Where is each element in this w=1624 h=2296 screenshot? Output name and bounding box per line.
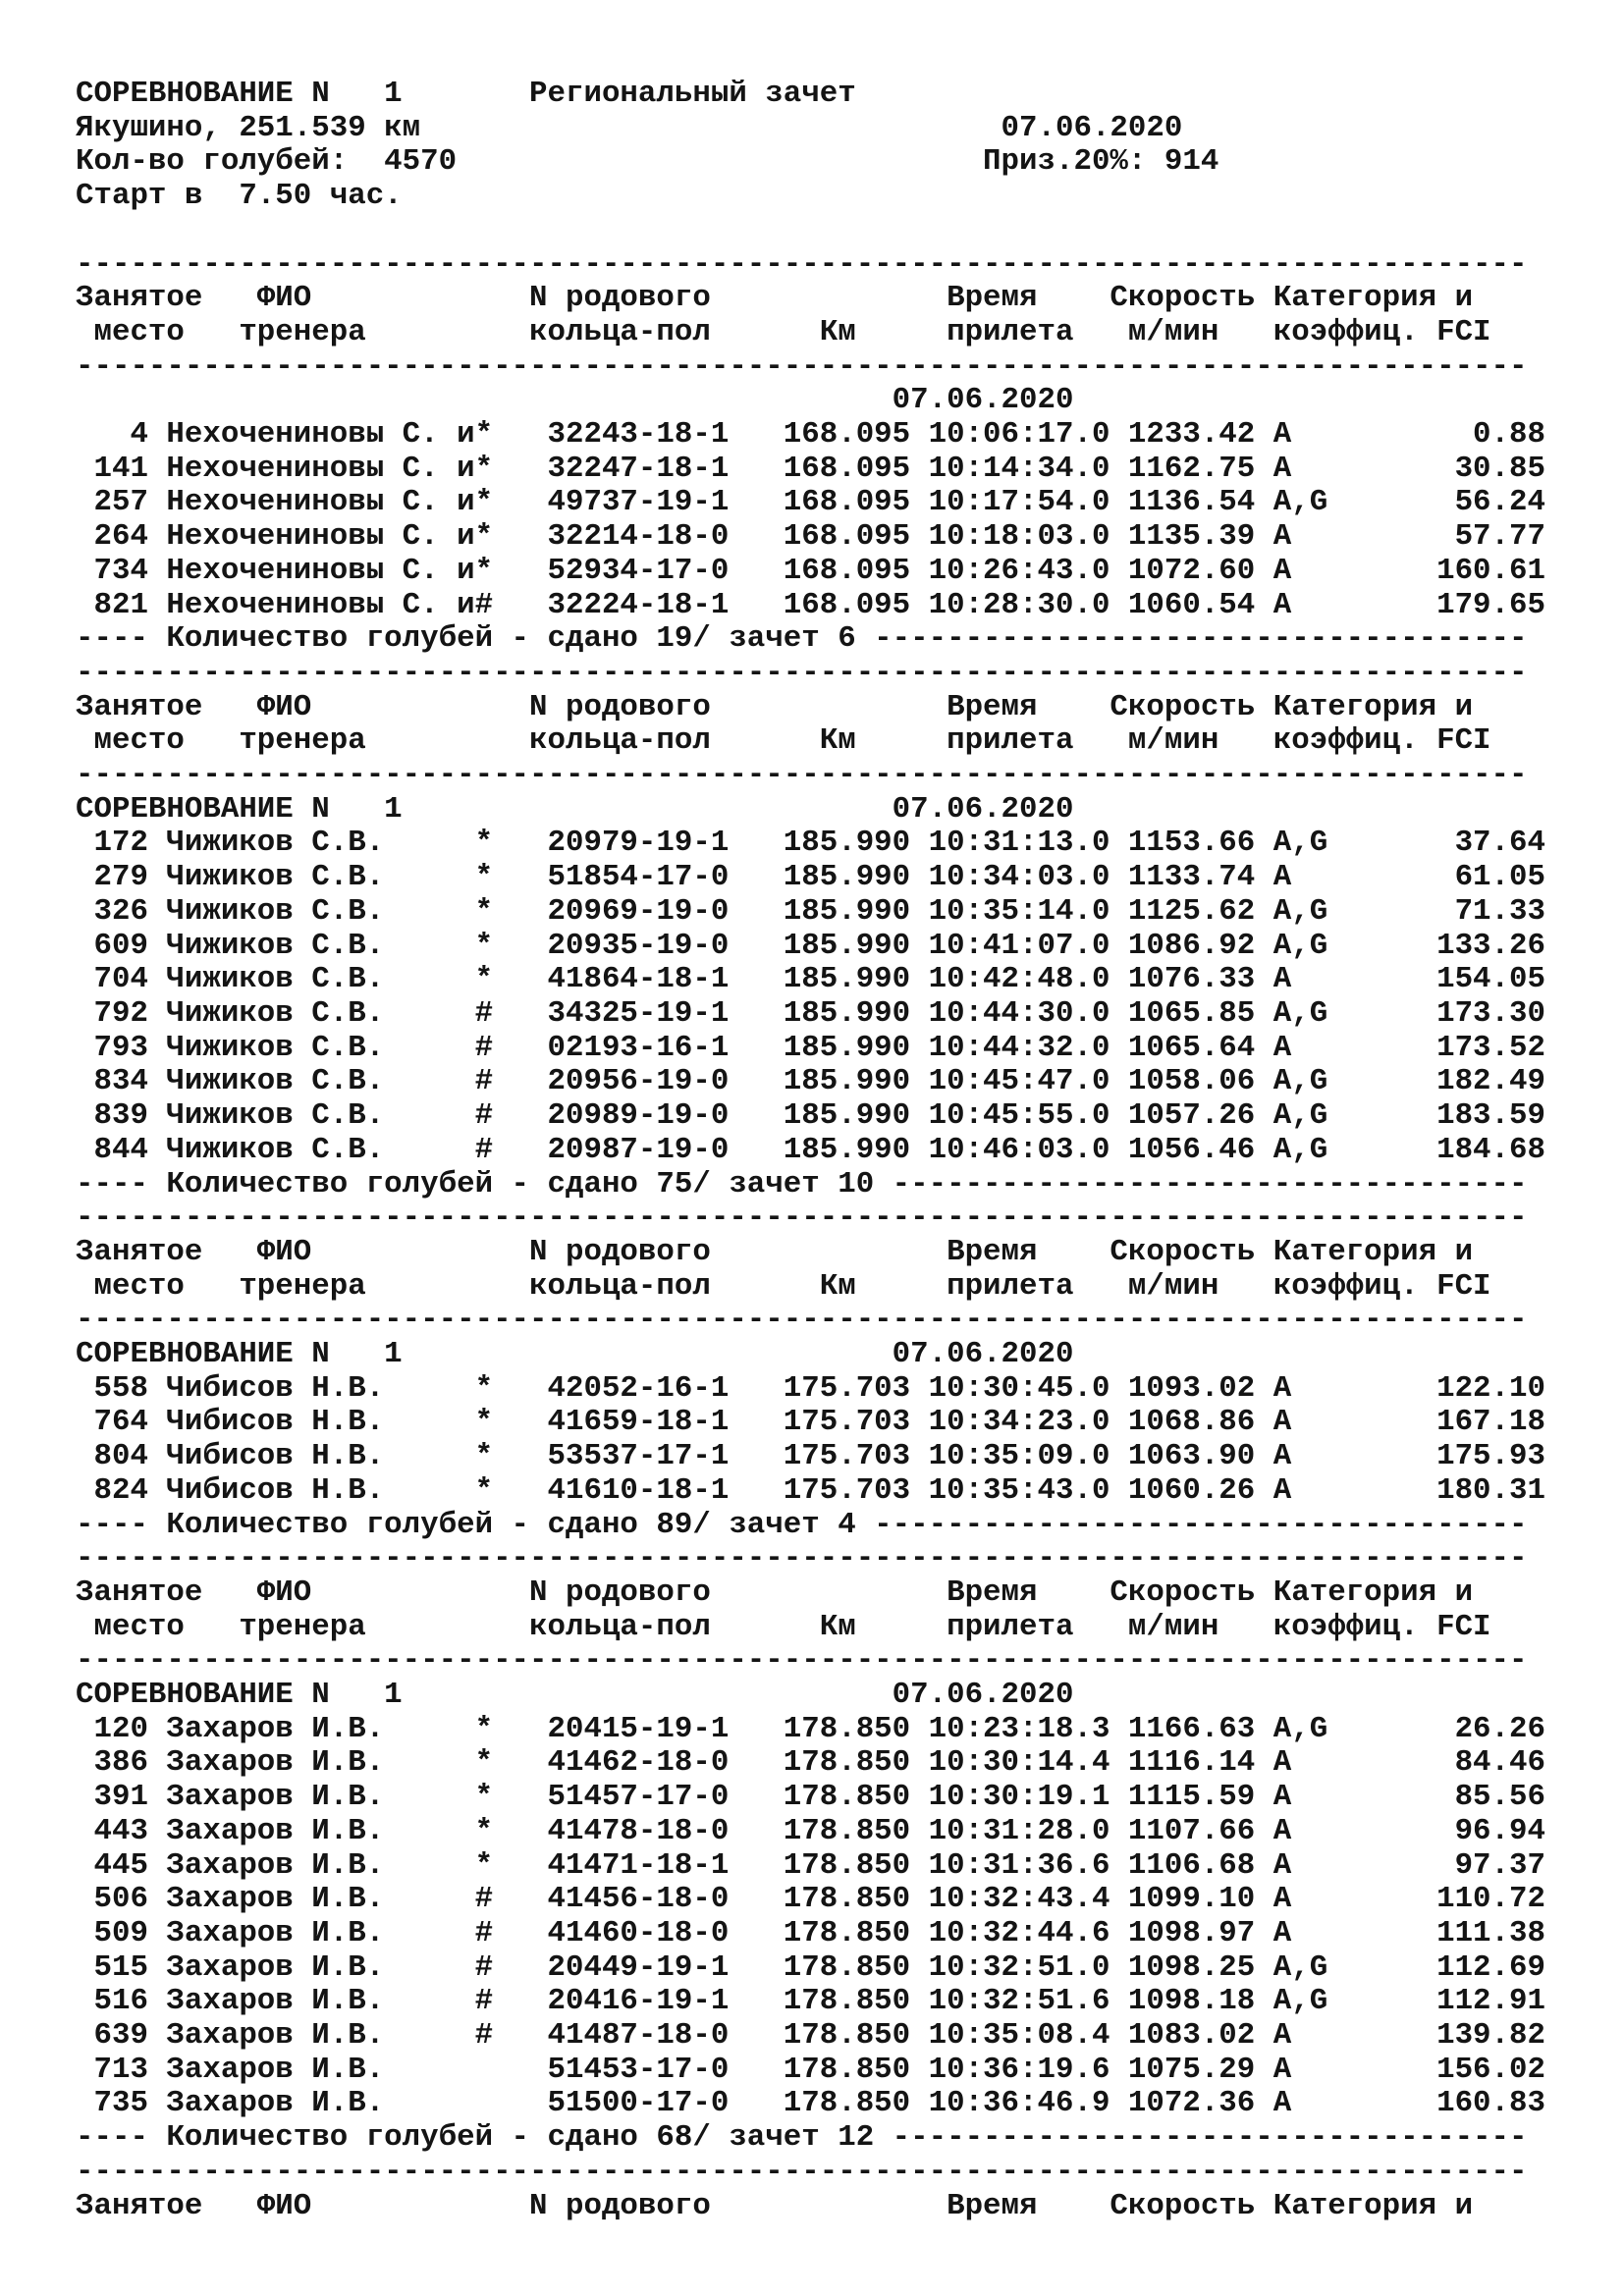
result-row: 704 Чижиков С.В. * 41864-18-1 185.990 10:42:48.0 1076.33 A 154.05 [76,962,1545,997]
result-row: 609 Чижиков С.В. * 20935-19-0 185.990 10:41:07.0 1086.92 A,G 133.26 [76,928,1545,963]
result-row: 279 Чижиков С.В. * 51854-17-0 185.990 10:34:03.0 1133.74 A 61.05 [76,860,1545,895]
separator-line: -------------------------------------------------------------------------------- [76,655,1528,690]
column-header-line: Занятое ФИО N родового Время Скорость Категория и [76,1234,1474,1269]
result-row: 141 Нехоченинoвы С. и* 32247-18-1 168.095 10:14:34.0 1162.75 A 30.85 [76,451,1545,486]
result-row: 821 Нехоченинoвы С. и# 32224-18-1 168.095 10:28:30.0 1060.54 A 179.65 [76,587,1545,622]
result-row: 257 Нехоченинoвы С. и* 49737-19-1 168.095 10:17:54.0 1136.54 A,G 56.24 [76,485,1545,520]
competition-report [76,78,1568,2223]
report-line: 07.06.2020 [76,383,1074,418]
result-row: 516 Захаров И.В. # 20416-19-1 178.850 10:32:51.6 1098.18 A,G 112.91 [76,1984,1545,2019]
separator-line: -------------------------------------------------------------------------------- [76,1541,1528,1576]
result-row: 326 Чижиков С.В. * 20969-19-0 185.990 10:35:14.0 1125.62 A,G 71.33 [76,893,1545,929]
report-line: СОРЕВНОВАНИЕ N 1 07.06.2020 [76,791,1074,827]
separator-line: -------------------------------------------------------------------------------- [76,1643,1528,1679]
blank-line [76,214,1568,248]
result-row: 804 Чибисов Н.В. * 53537-17-1 175.703 10:35:09.0 1063.90 A 175.93 [76,1439,1545,1474]
column-header-line: Занятое ФИО N родового Время Скорость Категория и [76,1575,1474,1610]
column-header-line: Занятое ФИО N родового Время Скорость Категория и [76,689,1474,724]
column-header-line: Занятое ФИО N родового Время Скорость Категория и [76,281,1474,316]
result-row: 793 Чижиков С.В. # 02193-16-1 185.990 10:44:32.0 1065.64 A 173.52 [76,1030,1545,1065]
column-header-line: место тренера кольца-пол Км прилета м/мин коэффиц. FCI [76,314,1491,349]
result-row: 839 Чижиков С.В. # 20989-19-0 185.990 10:45:55.0 1057.26 A,G 183.59 [76,1098,1545,1134]
result-row: 172 Чижиков С.В. * 20979-19-1 185.990 10:31:13.0 1153.66 A,G 37.64 [76,826,1545,861]
separator-line: -------------------------------------------------------------------------------- [76,2154,1528,2189]
separator-line: -------------------------------------------------------------------------------- [76,246,1528,282]
summary-line: ---- Количество голубей - сдано 75/ зачет 10 ----------------------------------- [76,1166,1528,1201]
column-header-line: место тренера кольца-пол Км прилета м/мин коэффиц. FCI [76,723,1491,759]
separator-line: -------------------------------------------------------------------------------- [76,348,1528,384]
result-row: 792 Чижиков С.В. # 34325-19-1 185.990 10:44:30.0 1065.85 A,G 173.30 [76,995,1545,1031]
result-row: 515 Захаров И.В. # 20449-19-1 178.850 10:32:51.0 1098.25 A,G 112.69 [76,1949,1545,1985]
result-row: 764 Чибисов Н.В. * 41659-18-1 175.703 10:34:23.0 1068.86 A 167.18 [76,1405,1545,1440]
result-row: 386 Захаров И.В. * 41462-18-0 178.850 10:30:14.4 1116.14 A 84.46 [76,1745,1545,1781]
result-row: 445 Захаров И.В. * 41471-18-1 178.850 10:31:36.6 1106.68 A 97.37 [76,1847,1545,1883]
result-row: 735 Захаров И.В. 51500-17-0 178.850 10:36:46.9 1072.36 A 160.83 [76,2086,1545,2121]
report-line: Старт в 7.50 час. [76,179,403,214]
summary-line: ---- Количество голубей - сдано 19/ зачет 6 ------------------------------------ [76,621,1528,657]
column-header-line: Занятое ФИО N родового Время Скорость Категория и [76,2188,1474,2223]
result-row: 639 Захаров И.В. # 41487-18-0 178.850 10:35:08.4 1083.02 A 139.82 [76,2018,1545,2054]
report-line: Якушино, 251.539 км 07.06.2020 [76,110,1183,145]
report-line: СОРЕВНОВАНИЕ N 1 Региональный зачет [76,78,856,111]
result-row: 506 Захаров И.В. # 41456-18-0 178.850 10:32:43.4 1099.10 A 110.72 [76,1882,1545,1917]
result-row: 391 Захаров И.В. * 51457-17-0 178.850 10:30:19.1 1115.59 A 85.56 [76,1780,1545,1815]
result-row: 844 Чижиков С.В. # 20987-19-0 185.990 10:46:03.0 1056.46 A,G 184.68 [76,1132,1545,1167]
result-row: 558 Чибисов Н.В. * 42052-16-1 175.703 10:30:45.0 1093.02 A 122.10 [76,1370,1545,1406]
result-row: 264 Нехоченинoвы С. и* 32214-18-0 168.095 10:18:03.0 1135.39 A 57.77 [76,519,1545,555]
result-row: 4 Нехоченинoвы С. и* 32243-18-1 168.095 10:06:17.0 1233.42 A 0.88 [76,417,1545,453]
summary-line: ---- Количество голубей - сдано 89/ зачет 4 ------------------------------------ [76,1507,1528,1542]
report-line: СОРЕВНОВАНИЕ N 1 07.06.2020 [76,1678,1074,1713]
result-row: 834 Чижиков С.В. # 20956-19-0 185.990 10:45:47.0 1058.06 A,G 182.49 [76,1064,1545,1099]
report-line: СОРЕВНОВАНИЕ N 1 07.06.2020 [76,1337,1074,1372]
result-row: 713 Захаров И.В. 51453-17-0 178.850 10:36:19.6 1075.29 A 156.02 [76,2052,1545,2087]
column-header-line: место тренера кольца-пол Км прилета м/мин коэффиц. FCI [76,1268,1491,1304]
summary-line: ---- Количество голубей - сдано 68/ зачет 12 ----------------------------------- [76,2120,1528,2156]
results-page [76,78,1568,2276]
report-line: Кол-во голубей: 4570 Приз.20%: 914 [76,144,1219,180]
result-row: 824 Чибисов Н.В. * 41610-18-1 175.703 10:35:43.0 1060.26 A 180.31 [76,1472,1545,1508]
result-row: 120 Захаров И.В. * 20415-19-1 178.850 10:23:18.3 1166.63 A,G 26.26 [76,1711,1545,1746]
column-header-line: место тренера кольца-пол Км прилета м/мин коэффиц. FCI [76,1609,1491,1644]
separator-line: -------------------------------------------------------------------------------- [76,1303,1528,1338]
result-row: 443 Захаров И.В. * 41478-18-0 178.850 10:31:28.0 1107.66 A 96.94 [76,1813,1545,1848]
result-row: 509 Захаров И.В. # 41460-18-0 178.850 10:32:44.6 1098.97 A 111.38 [76,1915,1545,1950]
separator-line: -------------------------------------------------------------------------------- [76,1201,1528,1236]
result-row: 734 Нехоченинoвы С. и* 52934-17-0 168.095 10:26:43.0 1072.60 A 160.61 [76,553,1545,588]
separator-line: -------------------------------------------------------------------------------- [76,758,1528,793]
